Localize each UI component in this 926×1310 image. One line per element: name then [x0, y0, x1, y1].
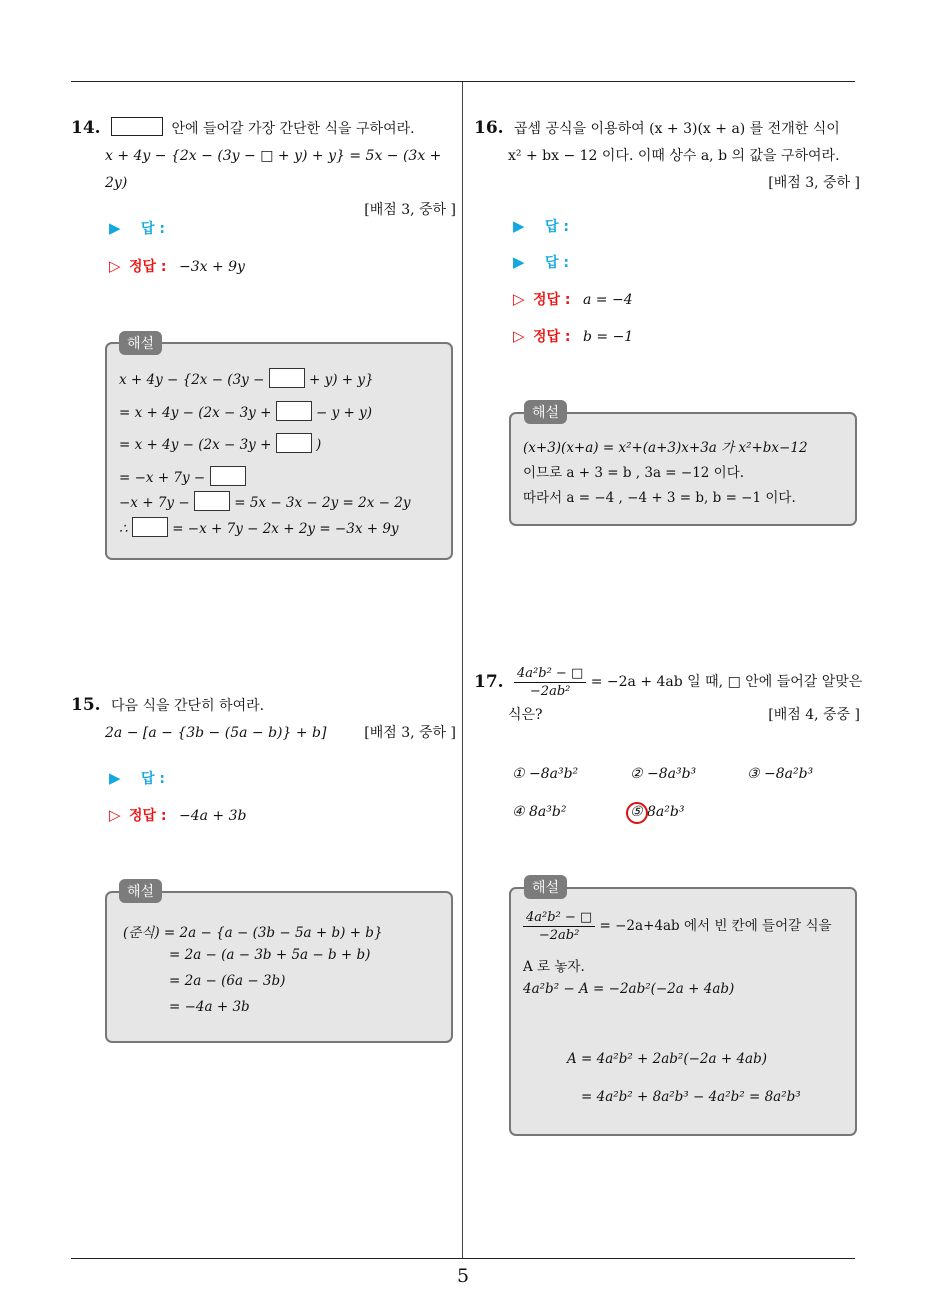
- problem-16-number: 16.: [474, 118, 504, 138]
- filled-triangle-icon: ▶: [513, 217, 525, 235]
- solution-line: [169, 999, 250, 1015]
- solution-line: [581, 1089, 801, 1105]
- problem-14-question: 안에 들어갈 가장 간단한 식을 구하여라.: [171, 121, 415, 137]
- solution-line: [523, 981, 734, 997]
- solution-line: [119, 368, 374, 388]
- solution-text: 4a²b² − A = −2ab²(−2a + 4ab): [523, 981, 735, 997]
- blank-box: [132, 517, 168, 537]
- solution-line: [523, 955, 585, 975]
- problem-14-solution-box: [105, 342, 453, 560]
- correct-label: 정답 :: [129, 808, 167, 824]
- problem-14-score: [배점 3, 중하 ]: [364, 202, 456, 218]
- solution-text: = 2a − (6a − 3b): [169, 973, 286, 989]
- problem-17: [474, 662, 863, 732]
- problem-15-correct-row: [109, 805, 246, 825]
- solution-line: [523, 486, 796, 506]
- solution-text: A = 4a²b² + 2ab²(−2a + 4ab): [567, 1051, 767, 1067]
- solution-line: [523, 909, 832, 944]
- outline-triangle-icon: ▷: [109, 257, 121, 275]
- problem-17-solution-box: [509, 887, 857, 1136]
- choice-1[interactable]: ① −8a³b²: [512, 766, 579, 782]
- solution-text: = 4a²b² + 8a²b³ − 4a²b² = 8a²b³: [581, 1089, 801, 1105]
- solution-text: − y + y): [316, 405, 373, 421]
- problem-15: [71, 692, 456, 747]
- solution-line: [119, 401, 372, 421]
- solution-tag: 해설: [524, 400, 567, 424]
- bottom-rule: [71, 1258, 855, 1259]
- solution-tag: 해설: [524, 875, 567, 899]
- problem-16: [474, 115, 860, 197]
- problem-15-number: 15.: [71, 695, 101, 715]
- blank-box: [276, 401, 312, 421]
- choice-3[interactable]: ③ −8a²b³: [747, 766, 814, 782]
- problem-16-correct-answer-2: b = −1: [582, 329, 634, 345]
- fraction-numerator: 4a²b² − □: [514, 665, 586, 683]
- solution-text: = −x + 7y − 2x + 2y = −3x + 9y: [172, 521, 399, 537]
- problem-17-question-2: 식은?: [508, 707, 543, 723]
- problem-15-expression: 2a − [a − {3b − (5a − b)} + b]: [105, 725, 327, 741]
- solution-tag: 해설: [119, 879, 162, 903]
- solution-text: = −2a+4ab 에서 빈 칸에 들어갈 식을: [599, 918, 832, 934]
- problem-14-answer-row: [109, 218, 165, 238]
- problem-16-answer-row-2: [513, 252, 569, 272]
- solution-line: [123, 921, 383, 941]
- problem-17-question-rest: = −2a + 4ab 일 때, □ 안에 들어갈 알맞은: [590, 674, 863, 690]
- problem-17-number: 17.: [474, 672, 504, 692]
- solution-line: [119, 466, 246, 486]
- solution-text: A 로 놓자.: [523, 959, 585, 975]
- fraction-denominator: −2ab²: [529, 683, 571, 699]
- problem-14: [71, 115, 456, 224]
- blank-box: [210, 466, 246, 486]
- problem-15-score: [배점 3, 중하 ]: [364, 725, 456, 741]
- problem-17-score: [배점 4, 중중 ]: [768, 707, 860, 723]
- solution-text: = 2a − (a − 3b + 5a − b + b): [169, 947, 371, 963]
- problem-14-correct-answer: −3x + 9y: [178, 259, 245, 275]
- problem-14-expression: x + 4y − {2x − (3y − □ + y) + y} = 5x − (3x + 2y): [105, 148, 442, 191]
- solution-text: 따라서 a = −4 , −4 + 3 = b, b = −1 이다.: [523, 490, 796, 506]
- solution-text: (준식) = 2a − {a − (3b − 5a + b) + b}: [123, 925, 383, 941]
- solution-tag: 해설: [119, 331, 162, 355]
- fraction-denominator: −2ab²: [538, 928, 580, 943]
- solution-line: [119, 517, 399, 537]
- therefore-symbol: ∴: [119, 521, 128, 537]
- correct-label: 정답 :: [129, 259, 167, 275]
- solution-line: [523, 461, 744, 481]
- solution-text: −x + 7y −: [119, 495, 190, 511]
- problem-17-question-line-1: [474, 662, 863, 702]
- answer-label: 답 :: [545, 219, 569, 235]
- page-number: 5: [456, 1265, 470, 1287]
- choice-5[interactable]: ⑤ 8a²b³: [630, 804, 685, 820]
- solution-text: = x + 4y − (2x − 3y +: [119, 437, 272, 453]
- solution-text: = 5x − 3x − 2y = 2x − 2y: [234, 495, 411, 511]
- outline-triangle-icon: ▷: [513, 290, 525, 308]
- solution-text: 이므로 a + 3 = b , 3a = −12 이다.: [523, 465, 745, 481]
- problem-16-correct-row-1: [513, 289, 633, 309]
- outline-triangle-icon: ▷: [513, 327, 525, 345]
- filled-triangle-icon: ▶: [109, 219, 121, 237]
- correct-label: 정답 :: [533, 292, 571, 308]
- solution-text: = −x + 7y −: [119, 470, 206, 486]
- solution-text: ): [316, 437, 322, 453]
- problem-16-solution-box: [509, 412, 857, 526]
- solution-text: (x+3)(x+a) = x²+(a+3)x+3a 가 x²+bx−12: [523, 440, 808, 456]
- solution-text: = x + 4y − (2x − 3y +: [119, 405, 272, 421]
- answer-blank-box: [111, 117, 163, 136]
- problem-16-correct-answer-1: a = −4: [582, 292, 633, 308]
- filled-triangle-icon: ▶: [513, 253, 525, 271]
- problem-15-solution-box: [105, 891, 453, 1043]
- choice-2[interactable]: ② −8a³b³: [630, 766, 697, 782]
- solution-fraction: [523, 909, 595, 944]
- fraction-numerator: 4a²b² − □: [523, 909, 595, 927]
- solution-line: [119, 491, 410, 511]
- problem-16-question-2: x² + bx − 12 이다. 이때 상수 a, b 의 값을 구하여라.: [508, 148, 840, 164]
- problem-16-question-1: 곱셈 공식을 이용하여 (x + 3)(x + a) 를 전개한 식이: [514, 121, 840, 137]
- problem-15-answer-row: [109, 768, 165, 788]
- top-rule: [71, 81, 855, 82]
- solution-text: + y) + y}: [308, 372, 374, 388]
- correct-label: 정답 :: [533, 329, 571, 345]
- choice-4[interactable]: ④ 8a³b²: [512, 804, 567, 820]
- problem-15-correct-answer: −4a + 3b: [178, 808, 247, 824]
- problem-15-question-line: [71, 692, 456, 720]
- problem-16-answer-row-1: [513, 216, 569, 236]
- answer-label: 답 :: [141, 771, 165, 787]
- problem-16-score: [배점 3, 중하 ]: [768, 175, 860, 191]
- problem-14-correct-row: [109, 256, 245, 276]
- solution-line: [169, 973, 285, 989]
- answer-label: 답 :: [141, 221, 165, 237]
- solution-text: = −4a + 3b: [169, 999, 250, 1015]
- selected-choice-circle-mark: [626, 802, 648, 824]
- solution-line: [169, 947, 370, 963]
- column-divider: [462, 82, 463, 1258]
- problem-16-correct-row-2: [513, 326, 633, 346]
- problem-14-question-line: [71, 115, 456, 143]
- filled-triangle-icon: ▶: [109, 769, 121, 787]
- solution-line: [523, 436, 808, 456]
- problem-16-question-line-1: [474, 115, 860, 143]
- solution-text: x + 4y − {2x − (3y −: [119, 372, 265, 388]
- solution-line: [567, 1051, 767, 1067]
- outline-triangle-icon: ▷: [109, 806, 121, 824]
- blank-box: [194, 491, 230, 511]
- answer-label: 답 :: [545, 255, 569, 271]
- solution-line: [119, 433, 321, 453]
- problem-17-fraction: [514, 665, 586, 700]
- problem-15-question: 다음 식을 간단히 하여라.: [111, 698, 265, 714]
- blank-box: [276, 433, 312, 453]
- blank-box: [269, 368, 305, 388]
- problem-14-number: 14.: [71, 118, 101, 138]
